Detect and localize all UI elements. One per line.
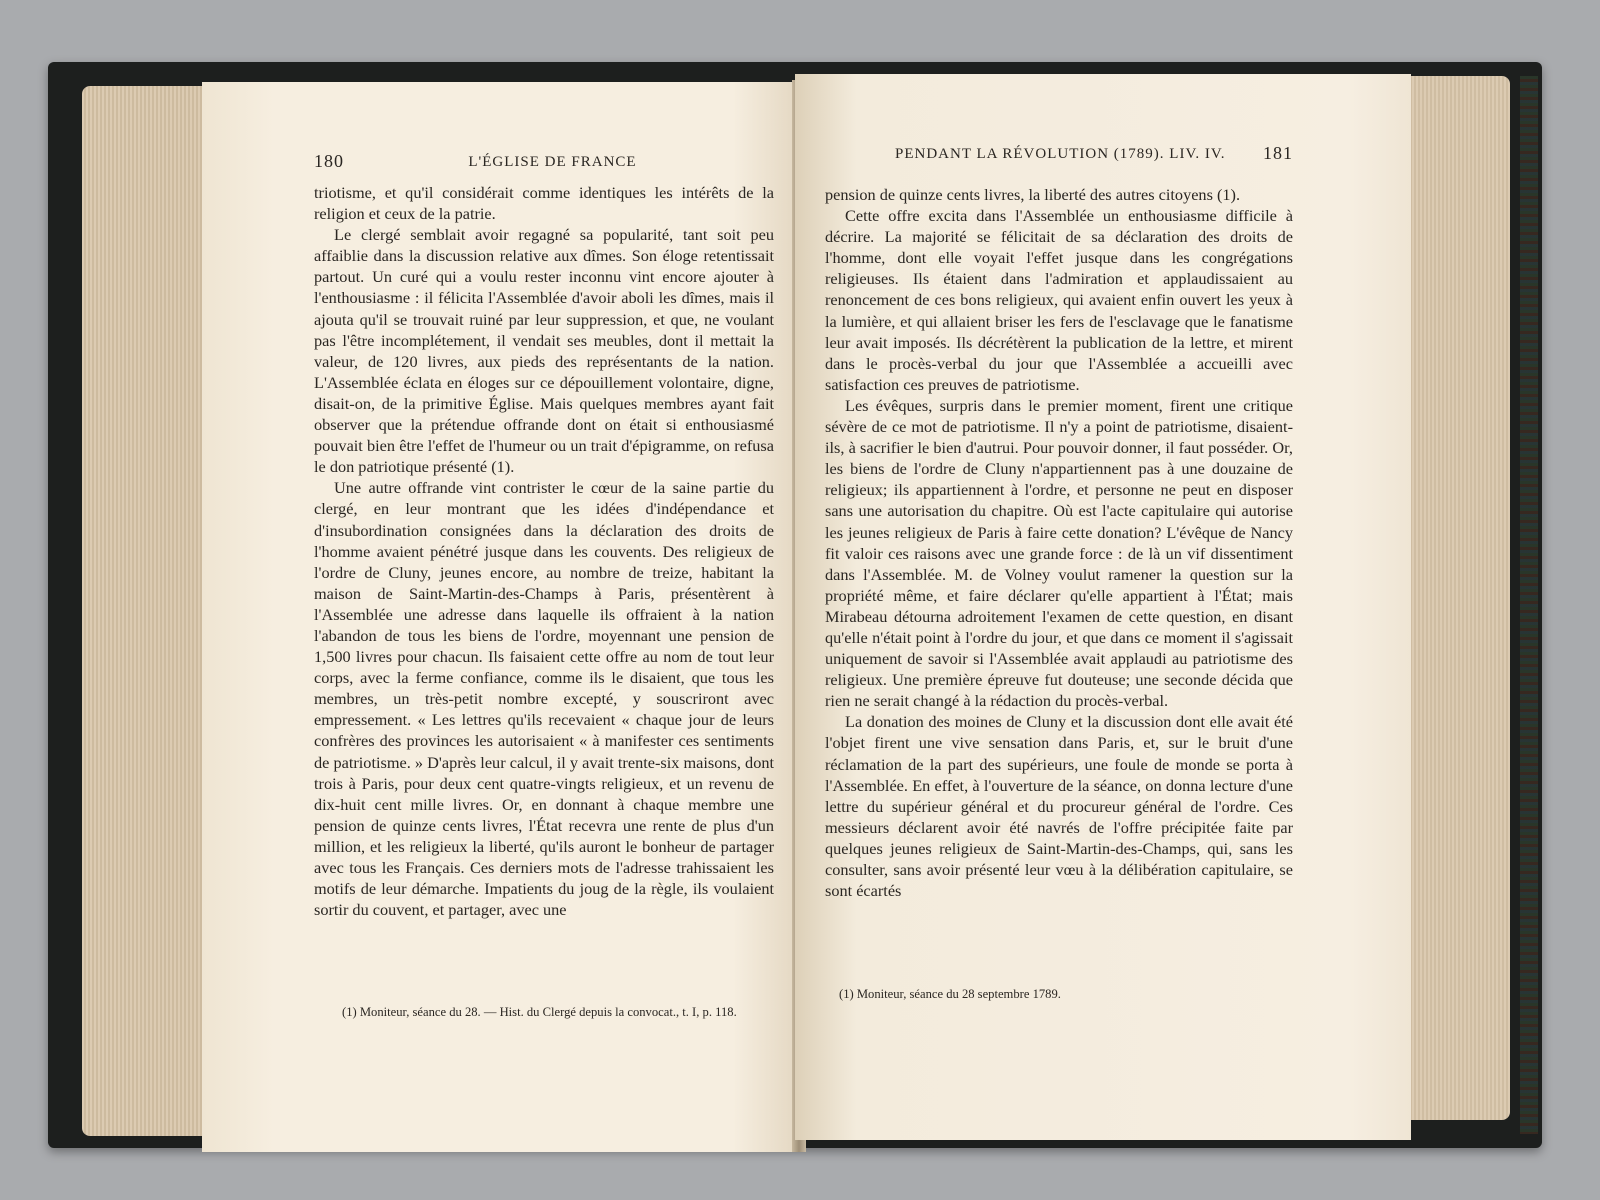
left-footnote: (1) Moniteur, séance du 28. — Hist. du Clergé depuis la convocat., t. I, p. 118. (342, 1005, 737, 1019)
right-footnote: (1) Moniteur, séance du 28 septembre 1789. (839, 987, 1061, 1001)
left-page (202, 82, 805, 1152)
paragraph: pension de quinze cents livres, la liberté des autres citoyens (1). (825, 185, 1241, 204)
left-body-text (314, 182, 774, 920)
paragraph: Cette offre excita dans l'Assemblée un enthousiasme difficile à décrire. La majorité se félicitait de sa déclaration des droits de l'homme, dont elle voyait l'effet jusque dans les congrégations religieuses. Ils étaient dans l'admiration et applaudissaient au renoncement de ces bons religieux, qui avaient enfin ouvert les yeux à la lumière, et qui allaient briser les fers de l'esclavage que le fanatisme leur avait imposés. Ils décrétèrent la publication de la lettre, et mirent dans le procès-verbal du jour que l'Assemblée a accueilli avec satisfaction ces preuves de patriotisme. (825, 206, 1293, 394)
right-page-number: 181 (1263, 143, 1293, 163)
marbled-edge (1520, 76, 1538, 1134)
page-block-left (82, 86, 216, 1136)
paragraph: La donation des moines de Cluny et la discussion dont elle avait été l'objet firent une vive sensation dans Paris, et, sur le bruit d'une réclamation de la part des supérieurs, une foule de monde se porta à l'Assemblée. En effet, à l'ouverture de la séance, on donna lecture d'une lettre du supérieur général et du procureur général de l'ordre. Ces messieurs déclarent avoir été navrés de l'offre précipitée faite par quelques jeunes religieux de Saint-Martin-des-Champs, qui, sans les consulter, sans avoir présenté leur vœu à la délibération capitulaire, se sont écartés (825, 712, 1293, 901)
right-body-text (825, 184, 1293, 901)
right-running-title: PENDANT LA RÉVOLUTION (1789). LIV. IV. (895, 146, 1226, 162)
paragraph: Les évêques, surpris dans le premier moment, firent une critique sévère de ce mot de patriotisme. Il n'y a point de patriotisme, disaient-ils, à sacrifier le bien d'autrui. Pour pouvoir donner, il faut posséder. Or, les biens de l'ordre de Cluny n'appartiennent pas à une douzaine de religieux; ils appartiennent à l'ordre, et personne ne peut en disposer sans une autorisation du chapitre. Où est l'acte capitulaire qui autorise les jeunes religieux de Paris à faire cette donation? L'évêque de Nancy fit valoir ces raisons avec une grande force : de là un vif dissentiment dans l'Assemblée. M. de Volney voulut ramener la question sur la propriété même, et faire déclarer qu'elle appartient à l'État; mais Mirabeau détourna adroitement l'examen de cette question, en disant qu'elle n'était point à l'ordre du jour, et que dans ce moment il s'agissait uniquement de savoir si l'Assemblée avait applaudi au patriotisme des religieux. Une première épreuve fut douteuse; une seconde décida que rien ne serait changé à la rédaction du procès-verbal. (825, 395, 1293, 711)
right-running-head (825, 143, 1293, 168)
left-running-head (314, 151, 791, 176)
paragraph: Une autre offrande vint contrister le cœur de la saine partie du clergé, en leur montrant que les idées d'indépendance et d'insubordination consignées dans la déclaration des droits de l'homme avaient pénétré jusque dans les couvents. Des religieux de l'ordre de Cluny, jeunes encore, au nombre de treize, habitant la maison de Saint-Martin-des-Champs à Paris, présentèrent à l'Assemblée une adresse dans laquelle ils offraient à la nation l'abandon de tous les biens de l'ordre, moyennant une pension de 1,500 livres pour chacun. Ils faisaient cette offre au nom de tout leur corps, avec la ferme confiance, comme ils le disaient, que tous les membres, un très-petit nombre excepté, y souscriront avec empressement. « Les lettres qu'ils recevaient « chaque jour de leurs confrères des provinces les autorisaient « à manifester ces sentiments de patriotisme. » D'après leur calcul, il y avait trente-six maisons, dont trois à Paris, pour deux cent quatre-vingts religieux, et un revenu de dix-huit cent mille livres. Or, en donnant à chaque membre une pension de quinze cents livres, l'État recevra une rente de plus d'un million, et les religieux la liberté, qu'ils auront le bonheur de partager avec tous les Français. Ces derniers mots de l'adresse trahissaient les motifs de leur démarche. Impatients du joug de la règle, ils voulaient sortir du couvent, et partager, avec une (314, 478, 774, 920)
right-page (795, 74, 1411, 1140)
left-running-title: L'ÉGLISE DE FRANCE (468, 154, 637, 170)
paragraph: Le clergé semblait avoir regagné sa popularité, tant soit peu affaiblie dans la discussion relative aux dîmes. Son éloge retentissait partout. Un curé qui a voulu rester inconnu vint encore ajouter à l'enthousiasme : il félicita l'Assemblée d'avoir aboli les dîmes, mais il ajouta qu'il se trouvait ruiné par leur suppression, et que, ne voulant pas l'être incomplétement, il vendait ses meubles, dont il mettait la valeur, de 120 livres, aux pieds des représentants de la nation. L'Assemblée éclata en éloges sur ce dépouillement volontaire, digne, disait-on, de la primitive Église. Mais quelques membres ayant fait observer que la prétendue offrande dont on était si enthousiasmé pouvait bien être l'effet de l'humeur ou un trait d'épigramme, on refusa le don patriotique présenté (1). (314, 225, 774, 477)
paragraph: triotisme, et qu'il considérait comme identiques les intérêts de la religion et ceux de la patrie. (314, 183, 774, 224)
left-page-number: 180 (314, 151, 344, 171)
page-block-right (1398, 76, 1510, 1120)
